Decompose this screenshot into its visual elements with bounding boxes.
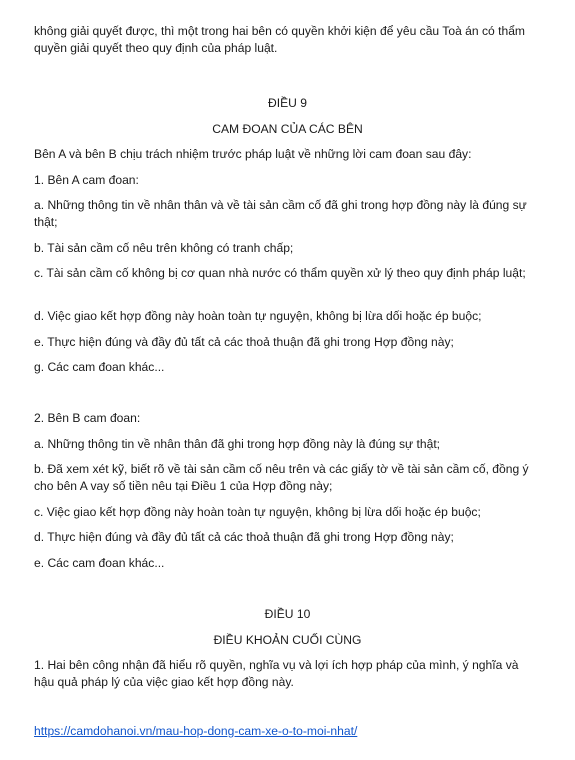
intro-paragraph: không giải quyết được, thì một trong hai bên có quyền khởi kiện để yêu cầu Toà án có thẩm quyền giải quyết theo quy định của pháp luật. bbox=[34, 24, 525, 55]
article-9-number: ĐIỀU 9 bbox=[268, 96, 307, 110]
party-b-item-d: d. Thực hiện đúng và đầy đủ tất cả các thoả thuận đã ghi trong Hợp đồng này; bbox=[34, 530, 454, 544]
party-a-item-e: e. Thực hiện đúng và đầy đủ tất cả các thoả thuận đã ghi trong Hợp đồng này; bbox=[34, 335, 454, 349]
party-a-item-d: d. Việc giao kết hợp đồng này hoàn toàn tự nguyện, không bị lừa dối hoặc ép buộc; bbox=[34, 309, 482, 323]
party-a-heading: 1. Bên A cam đoan: bbox=[34, 173, 139, 187]
article-9-lead: Bên A và bên B chịu trách nhiệm trước pháp luật về những lời cam đoan sau đây: bbox=[34, 147, 472, 161]
source-link[interactable]: https://camdohanoi.vn/mau-hop-dong-cam-xe-o-to-moi-nhat/ bbox=[34, 724, 358, 738]
party-b-item-b: b. Đã xem xét kỹ, biết rõ về tài sản cầm cố nêu trên và các giấy tờ về tài sản cầm cố, đồng ý cho bên A vay số tiền nêu tại Điều 1 của Hợp đồng này; bbox=[34, 462, 529, 493]
party-b-item-e: e. Các cam đoan khác... bbox=[34, 556, 165, 570]
party-b-heading: 2. Bên B cam đoan: bbox=[34, 411, 141, 425]
article-9-title: CAM ĐOAN CỦA CÁC BÊN bbox=[212, 122, 363, 136]
party-b-item-c: c. Việc giao kết hợp đồng này hoàn toàn tự nguyện, không bị lừa dối hoặc ép buộc; bbox=[34, 505, 481, 519]
party-a-item-g: g. Các cam đoan khác... bbox=[34, 360, 165, 374]
party-b-item-a: a. Những thông tin về nhân thân đã ghi trong hợp đồng này là đúng sự thật; bbox=[34, 437, 441, 451]
party-a-item-b: b. Tài sản cầm cố nêu trên không có tranh chấp; bbox=[34, 241, 294, 255]
article-10-number: ĐIỀU 10 bbox=[264, 607, 311, 621]
article-10-title: ĐIỀU KHOẢN CUỐI CÙNG bbox=[213, 633, 362, 647]
article-10-item-1: 1. Hai bên công nhận đã hiểu rõ quyền, nghĩa vụ và lợi ích hợp pháp của mình, ý nghĩa và hậu quả pháp lý của việc giao kết hợp đồng này. bbox=[34, 658, 519, 689]
party-a-item-c: c. Tài sản cầm cố không bị cơ quan nhà nước có thẩm quyền xử lý theo quy định pháp luật; bbox=[34, 266, 526, 280]
party-a-item-a: a. Những thông tin về nhân thân và về tài sản cầm cố đã ghi trong hợp đồng này là đúng sự thật; bbox=[34, 198, 527, 229]
